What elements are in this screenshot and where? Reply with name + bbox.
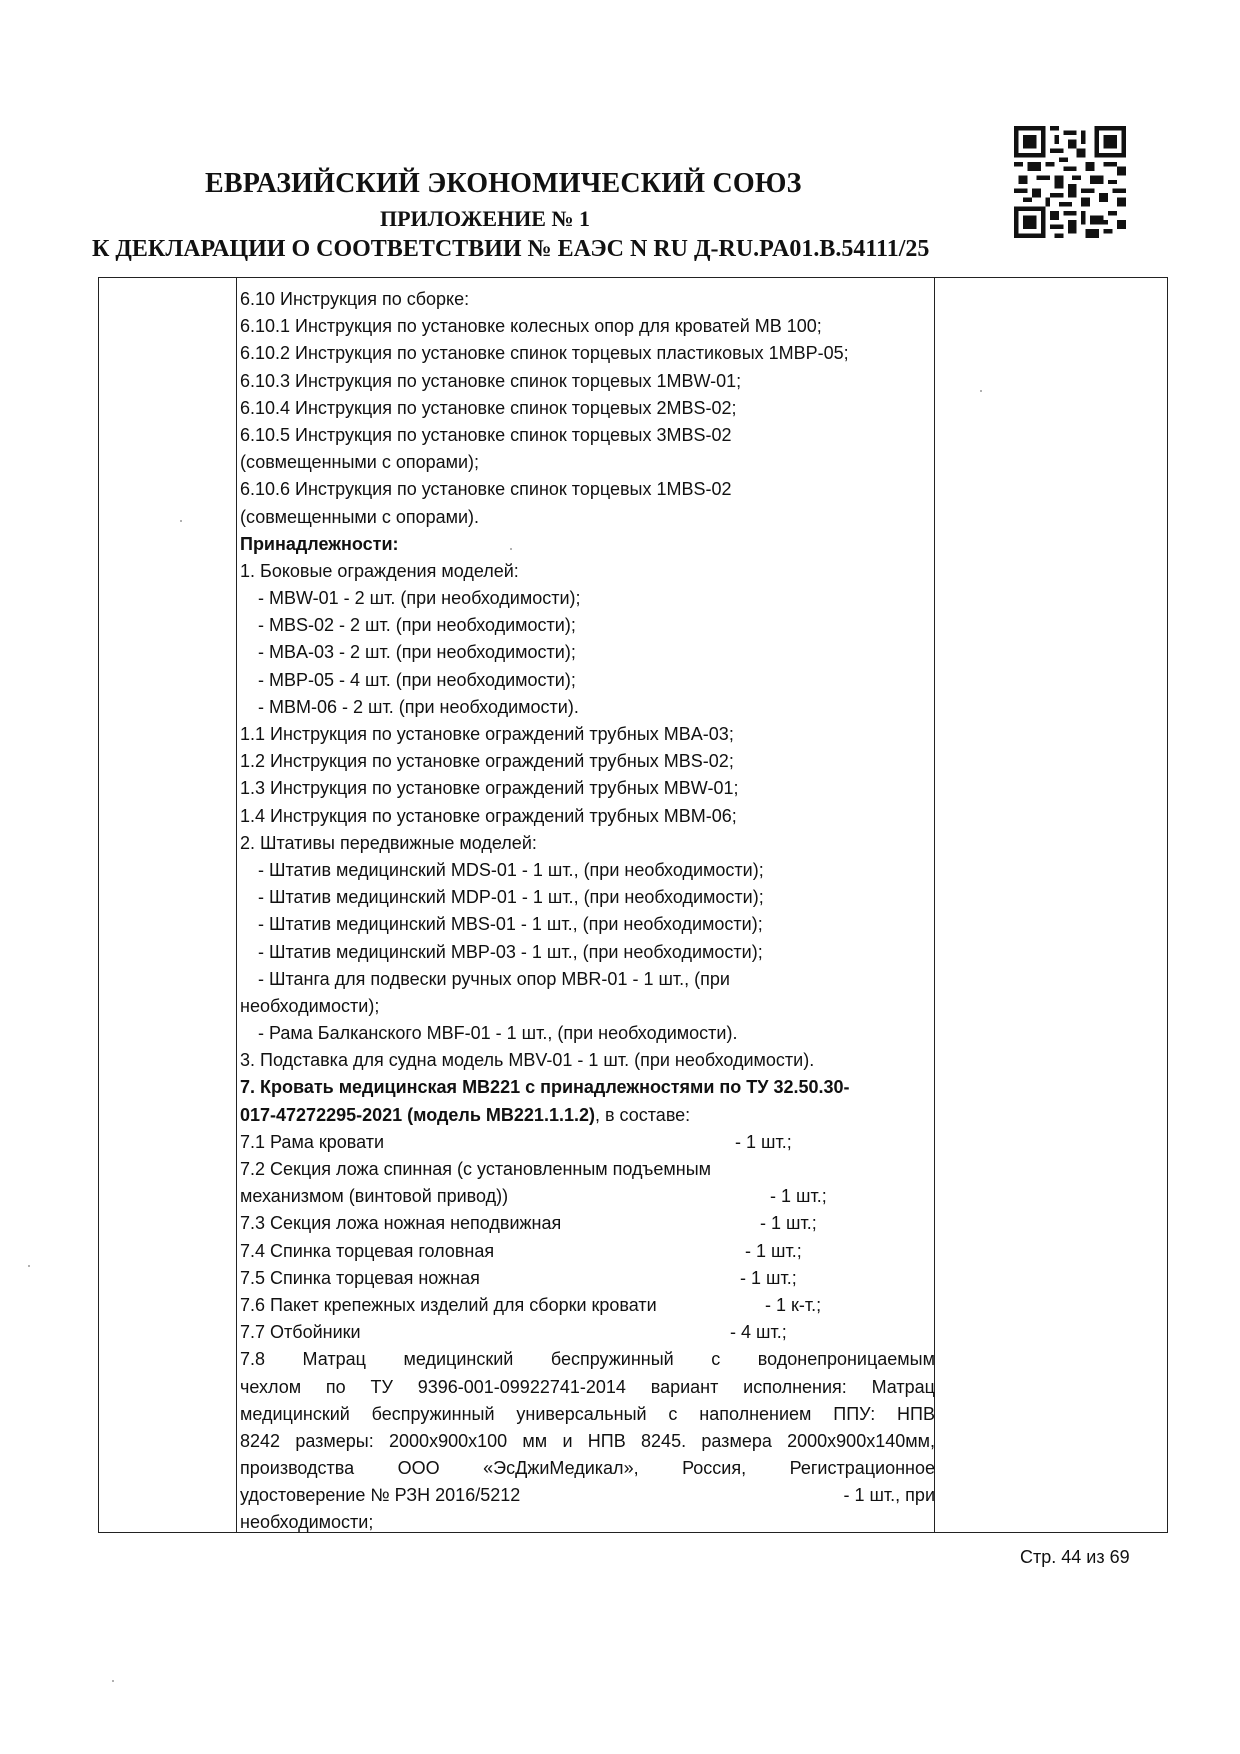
list-item: - Штатив медицинский MBS-01 - 1 шт., (при необходимости); xyxy=(258,914,763,935)
item-qty: - 1 шт.; xyxy=(760,1213,817,1234)
text-line: 1.4 Инструкция по установке ограждений трубных MBM-06; xyxy=(240,805,737,826)
list-item: - MBW-01 - 2 шт. (при необходимости); xyxy=(258,588,581,609)
text-line: (совмещенными с опорами); xyxy=(240,452,480,473)
section-7-suffix: , в составе: xyxy=(594,1104,691,1125)
item-label: 7.3 Секция ложа ножная неподвижная xyxy=(240,1213,562,1234)
page-number: Стр. 44 из 69 xyxy=(1020,1547,1130,1567)
item-7-8-line: производства ООО «ЭсДжиМедикал», Россия, Регистрационное xyxy=(240,1458,935,1479)
table-row xyxy=(240,1156,935,1183)
qr-code-icon xyxy=(1014,126,1126,238)
content-column xyxy=(240,286,935,1537)
list-item: - MBP-05 - 4 шт. (при необходимости); xyxy=(258,669,576,690)
list-item: - Рама Балканского MBF-01 - 1 шт., (при необходимости). xyxy=(258,1023,738,1044)
header-title: ЕВРАЗИЙСКИЙ ЭКОНОМИЧЕСКИЙ СОЮЗ xyxy=(205,168,802,199)
item-label: механизмом (винтовой привод)) xyxy=(240,1186,509,1207)
table-row xyxy=(240,1319,935,1346)
item-label: удостоверение № РЗН 2016/5212 xyxy=(240,1485,521,1506)
item-qty: - 1 к-т.; xyxy=(765,1294,822,1315)
text-line: 1.1 Инструкция по установке ограждений трубных MBA-03; xyxy=(240,724,734,744)
table-row xyxy=(240,1129,935,1156)
section-heading-accessories: Принадлежности: xyxy=(240,533,399,554)
item-qty: - 1 шт.; xyxy=(745,1240,802,1261)
list-item: - Штанга для подвески ручных опор MBR-01 - 1 шт., (при xyxy=(258,968,730,989)
table-row xyxy=(240,1238,935,1265)
list-item: - MBA-03 - 2 шт. (при необходимости); xyxy=(258,642,576,663)
text-line: 6.10.3 Инструкция по установке спинок торцевых 1MBW-01; xyxy=(240,370,742,391)
text-line: 6.10.6 Инструкция по установке спинок торцевых 1MBS-02 xyxy=(240,479,732,500)
text-line: 6.10 Инструкция по сборке: xyxy=(240,289,470,309)
column-divider-left xyxy=(236,278,237,1532)
item-label: 7.4 Спинка торцевая головная xyxy=(240,1240,495,1261)
section-7-title: 7. Кровать медицинская MB221 с принадлежностями по ТУ 32.50.30- xyxy=(240,1077,850,1098)
list-item: - Штатив медицинский MBP-03 - 1 шт., (при необходимости); xyxy=(258,941,763,962)
item-label: 7.5 Спинка торцевая ножная xyxy=(240,1267,480,1288)
table-row xyxy=(240,1292,935,1319)
scan-speck xyxy=(980,390,982,392)
text-line: 3. Подставка для судна модель MBV-01 - 1 шт. (при необходимости). xyxy=(240,1050,815,1071)
section-7-title-cont xyxy=(240,1102,935,1129)
item-qty: - 1 шт.; xyxy=(740,1267,797,1288)
item-label: 7.7 Отбойники xyxy=(240,1322,361,1343)
text-line: 6.10.5 Инструкция по установке спинок торцевых 3MBS-02 xyxy=(240,424,732,445)
table-row xyxy=(240,1265,935,1292)
text-line: 2. Штативы передвижные моделей: xyxy=(240,832,537,853)
scan-speck xyxy=(28,1265,30,1267)
text-line: необходимости); xyxy=(240,995,380,1016)
text-line: 1. Боковые ограждения моделей: xyxy=(240,560,519,581)
table-row xyxy=(240,1183,935,1210)
item-qty: - 1 шт.; xyxy=(735,1131,792,1152)
list-item: - MBS-02 - 2 шт. (при необходимости); xyxy=(258,615,576,636)
item-7-8-line: чехлом по ТУ 9396-001-09922741-2014 вариант исполнения: Матрац xyxy=(240,1376,935,1397)
section-7-model: 017-47272295-2021 (модель MB221.1.1.2) xyxy=(240,1104,595,1125)
list-item: - Штатив медицинский MDS-01 - 1 шт., (при необходимости); xyxy=(258,859,764,880)
text-line: 6.10.1 Инструкция по установке колесных опор для кроватей МВ 100; xyxy=(240,316,822,337)
item-qty: - 4 шт.; xyxy=(730,1322,787,1343)
item-7-8-line: 8242 размеры: 2000х900х100 мм и НПВ 8245. размера 2000х900х140мм, xyxy=(240,1430,935,1451)
table-row xyxy=(240,1210,935,1237)
item-7-8-line: медицинский беспружинный универсальный с наполнением ППУ: НПВ xyxy=(240,1403,935,1424)
scan-speck xyxy=(510,548,512,550)
item-qty: - 1 шт.; xyxy=(770,1186,827,1207)
text-line: 1.3 Инструкция по установке ограждений трубных MBW-01; xyxy=(240,778,739,799)
item-7-8-line: необходимости; xyxy=(240,1512,374,1533)
item-label: 7.1 Рама кровати xyxy=(240,1131,384,1152)
scan-speck xyxy=(112,1680,114,1682)
list-item: - MBM-06 - 2 шт. (при необходимости). xyxy=(258,696,579,717)
item-label: 7.6 Пакет крепежных изделий для сборки кровати xyxy=(240,1294,657,1315)
scan-speck xyxy=(180,520,182,522)
list-item: - Штатив медицинский MDP-01 - 1 шт., (при необходимости); xyxy=(258,887,764,908)
item-7-8-line xyxy=(240,1482,935,1509)
text-line: 6.10.2 Инструкция по установке спинок торцевых пластиковых 1MBP-05; xyxy=(240,343,849,364)
item-label: 7.2 Секция ложа спинная (с установленным подъемным xyxy=(240,1159,712,1179)
text-line: (совмещенными с опорами). xyxy=(240,506,480,527)
text-line: 1.2 Инструкция по установке ограждений трубных MBS-02; xyxy=(240,751,734,772)
text-line: 6.10.4 Инструкция по установке спинок торцевых 2MBS-02; xyxy=(240,397,737,418)
header-declaration: К ДЕКЛАРАЦИИ О СООТВЕТСТВИИ № ЕАЭС N RU Д-RU.PA01.B.54111/25 xyxy=(92,236,930,262)
item-7-8-line: 7.8 Матрац медицинский беспружинный с водонепроницаемым xyxy=(240,1349,935,1370)
header-subtitle: ПРИЛОЖЕНИЕ № 1 xyxy=(380,206,591,231)
item-qty: - 1 шт., при xyxy=(843,1485,935,1506)
